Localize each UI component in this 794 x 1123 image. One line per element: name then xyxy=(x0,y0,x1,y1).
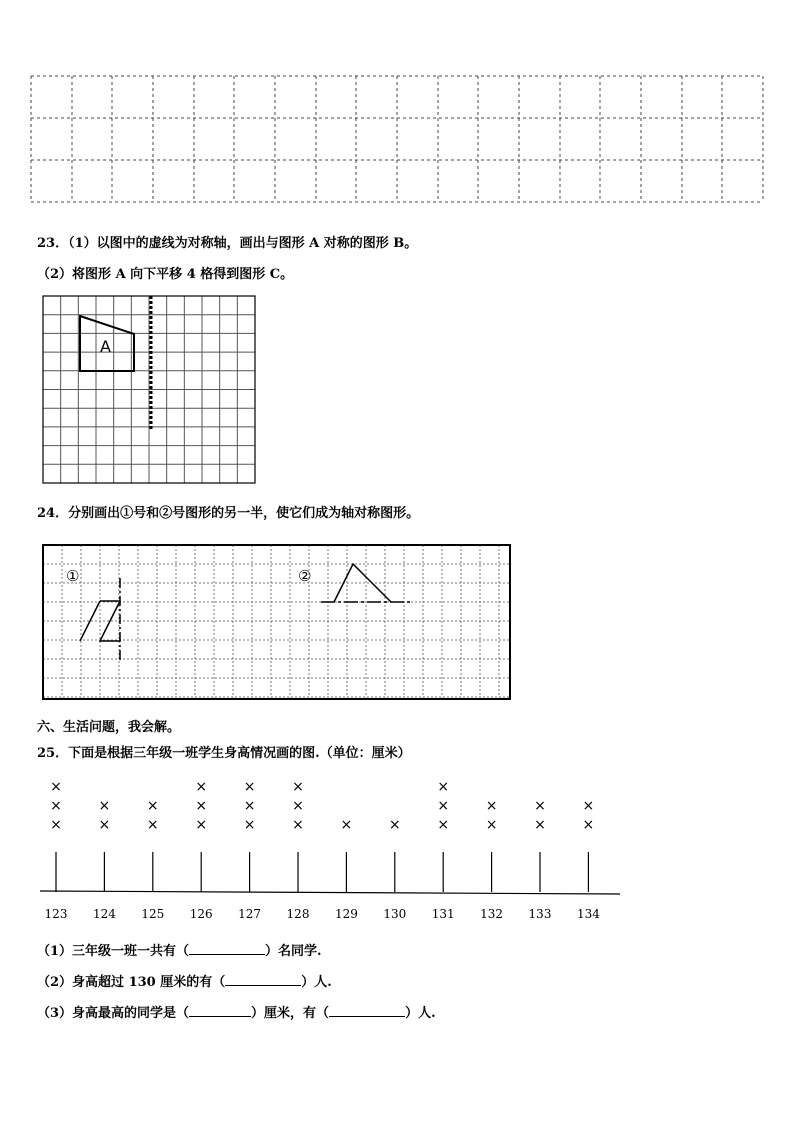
chart-baseline xyxy=(40,891,620,894)
question-25-sub2 xyxy=(37,971,332,990)
question-23-part2: （2）将图形 A 向下平移 4 格得到图形 C。 xyxy=(37,267,294,282)
height-mark-127-3: × xyxy=(243,779,256,795)
height-mark-131-3: × xyxy=(437,779,450,795)
height-mark-124-1: × xyxy=(98,817,111,833)
sub2-text-after: ）人. xyxy=(301,975,332,990)
sub3-text-after: ）人. xyxy=(405,1006,436,1021)
answer-blank-1[interactable] xyxy=(189,942,265,955)
figure-2-label: ② xyxy=(298,567,312,585)
height-mark-133-2: × xyxy=(534,798,546,814)
height-mark-123-1: × xyxy=(50,817,62,833)
height-chart xyxy=(34,778,634,923)
height-mark-126-1: × xyxy=(195,817,208,833)
tick-label-127: 127 xyxy=(238,907,262,921)
figure-1-label: ① xyxy=(66,567,80,585)
tick-label-123: 123 xyxy=(44,907,68,921)
writing-grid xyxy=(0,0,794,140)
height-mark-130-1: × xyxy=(388,817,401,833)
tick-label-131: 131 xyxy=(431,907,455,921)
height-mark-134-2: × xyxy=(582,798,595,814)
height-mark-125-2: × xyxy=(146,798,159,814)
sub3-text-mid: ）厘米，有（ xyxy=(251,1006,330,1021)
sub1-text-after: ）名同学. xyxy=(265,944,322,959)
tick-label-125: 125 xyxy=(141,907,165,921)
height-mark-131-1: × xyxy=(437,817,450,833)
height-mark-133-1: × xyxy=(534,817,546,833)
tick-label-128: 128 xyxy=(286,907,310,921)
tick-label-129: 129 xyxy=(334,907,358,921)
height-mark-127-2: × xyxy=(243,798,256,814)
tick-label-130: 130 xyxy=(383,907,407,921)
height-mark-126-2: × xyxy=(195,798,208,814)
question-23-part1: 23．（1）以图中的虚线为对称轴，画出与图形 A 对称的图形 B。 xyxy=(37,236,418,251)
grid-figure-24 xyxy=(42,544,522,704)
height-mark-134-1: × xyxy=(582,817,595,833)
answer-blank-4[interactable] xyxy=(329,1004,405,1017)
shape-a-label: A xyxy=(100,337,111,356)
height-mark-127-1: × xyxy=(243,817,256,833)
height-mark-123-2: × xyxy=(50,798,62,814)
grid-figure-23 xyxy=(43,296,263,486)
answer-blank-2[interactable] xyxy=(225,973,301,986)
tick-label-132: 132 xyxy=(480,907,504,921)
question-25-sub1 xyxy=(37,940,322,959)
tick-label-133: 133 xyxy=(528,907,552,921)
height-mark-126-3: × xyxy=(195,779,208,795)
section-6-title: 六、生活问题，我会解。 xyxy=(37,720,181,735)
height-mark-128-3: × xyxy=(292,779,304,795)
height-mark-131-2: × xyxy=(437,798,450,814)
question-24: 24．分别画出①号和②号图形的另一半，使它们成为轴对称图形。 xyxy=(37,506,420,521)
tick-label-126: 126 xyxy=(189,907,213,921)
height-mark-132-1: × xyxy=(485,817,498,833)
height-mark-123-3: × xyxy=(50,779,62,795)
question-25: 25．下面是根据三年级一班学生身高情况画的图.（单位：厘米） xyxy=(37,746,411,761)
tick-label-124: 124 xyxy=(92,907,116,921)
height-mark-128-1: × xyxy=(292,817,304,833)
tick-label-134: 134 xyxy=(576,907,600,921)
sub1-text-before: （1）三年级一班一共有（ xyxy=(37,944,190,959)
height-mark-124-2: × xyxy=(98,798,111,814)
figure-2-half xyxy=(334,564,391,602)
height-mark-132-2: × xyxy=(485,798,498,814)
answer-blank-3[interactable] xyxy=(189,1004,251,1017)
sub3-text-before: （3）身高最高的同学是（ xyxy=(37,1006,190,1021)
height-mark-128-2: × xyxy=(292,798,304,814)
sub2-text-before: （2）身高超过 130 厘米的有（ xyxy=(37,975,226,990)
height-mark-125-1: × xyxy=(146,817,159,833)
height-mark-129-1: × xyxy=(340,817,353,833)
question-25-sub3 xyxy=(37,1002,436,1021)
